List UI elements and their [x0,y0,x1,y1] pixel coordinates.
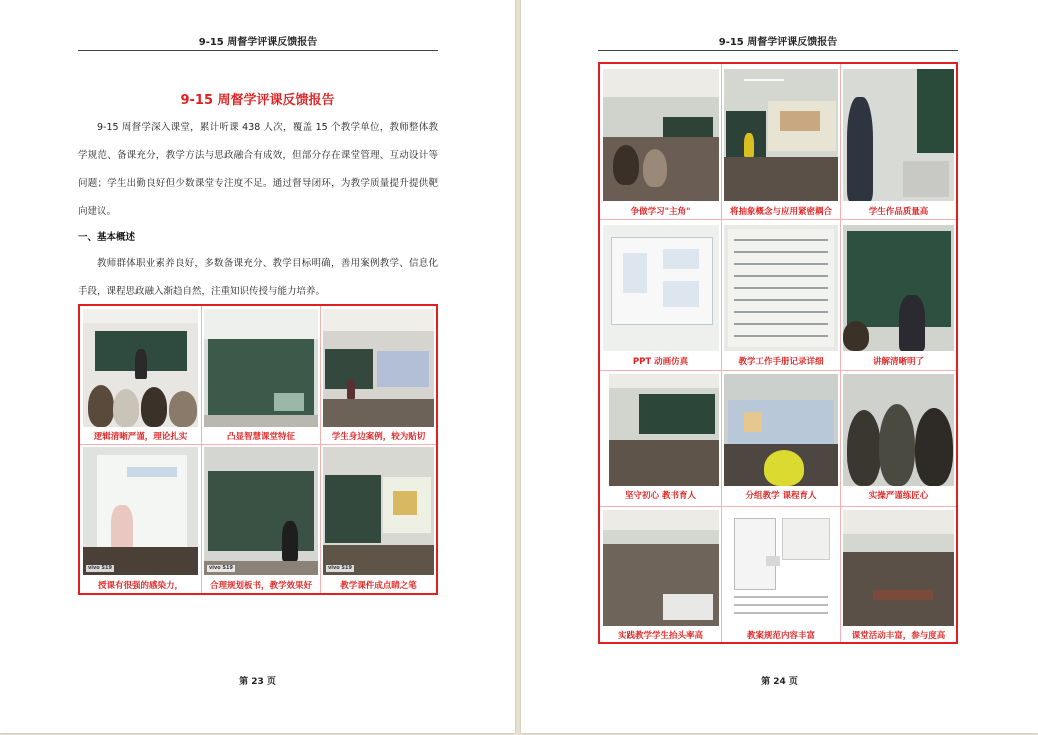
classroom-photo [843,510,954,626]
photo-cell [81,307,200,443]
photo-caption: 课堂活动丰富，参与度高 [851,631,946,641]
photo-cell [841,372,956,505]
page-number: 第 23 页 [239,677,276,687]
photo-cell [601,372,720,505]
classroom-photo [843,225,954,351]
camera-watermark: vivo S19 [88,565,112,571]
photo-caption: 教案规范内容丰富 [746,631,815,641]
photo-caption: 教学课件成点睛之笔 [340,581,417,591]
page-24 [521,0,1038,733]
running-header: 9-15 周督学评课反馈报告 [718,37,838,48]
running-header: 9-15 周督学评课反馈报告 [198,37,318,48]
classroom-photo [843,69,954,201]
header-rule [78,50,438,51]
photo-caption: 实践教学学生抬头率高 [617,631,703,641]
classroom-photo [609,374,719,486]
photo-cell [722,65,840,218]
classroom-photo [83,447,198,575]
classroom-photo [603,510,719,626]
intro-paragraph: 9-15 周督学深入课堂，累计听课 438 人次，覆盖 15 个教学单位，教师整体教学规范、备课充分，教学方法与思政融合有成效，但部分存在课堂管理、互动设计等问题；学生出勤良好但少数课堂专注度不足。通过督导闭环，为教学质量提升提供靶向建议。 [78,122,438,217]
photo-caption: 授课有很强的感染力， [97,581,183,591]
section-heading: 一、基本概述 [78,232,136,243]
photo-cell [841,221,956,369]
classroom-photo [724,374,838,486]
classroom-photo [204,309,318,427]
photo-cell [601,221,720,369]
page-number: 第 24 页 [761,677,798,687]
classroom-photo [323,447,434,575]
photo-caption: 坚守初心 教书育人 [625,491,696,501]
photo-caption: 实操严谨练匠心 [868,491,929,501]
photo-cell [202,307,320,443]
photo-grid-right [598,62,958,644]
photo-cell [81,445,200,592]
photo-cell [321,307,436,443]
photo-cell [202,445,320,592]
page-23 [0,0,515,733]
photo-caption: PPT 动画仿真 [632,357,689,367]
photo-cell [841,65,956,218]
classroom-photo [603,69,719,201]
photo-cell [722,372,840,505]
photo-cell [722,508,840,642]
camera-watermark: vivo S19 [328,565,352,571]
camera-watermark: vivo S19 [209,565,233,571]
classroom-photo [83,309,198,427]
lesson-plan-photo [724,510,838,626]
photo-caption: 学生身边案例，较为贴切 [331,432,426,442]
header-rule [598,50,958,51]
photo-caption: 逻辑清晰严谨，理论扎实 [93,432,188,442]
classroom-photo [724,69,838,201]
photo-caption: 合理规划板书，教学效果好 [209,581,312,591]
photo-caption: 讲解清晰明了 [872,357,924,367]
photo-caption: 凸显智慧课堂特征 [226,432,295,442]
photo-cell [321,445,436,592]
photo-caption: 分组教学 课程育人 [745,491,817,501]
diagram-photo [603,225,719,351]
record-sheet-photo [724,225,838,351]
photo-cell [722,221,840,369]
photo-caption: 学生作品质量高 [868,207,929,217]
photo-cell [601,508,720,642]
classroom-photo [843,374,954,486]
photo-cell [841,508,956,642]
photo-grid-left [78,304,438,595]
photo-caption: 教学工作手册记录详细 [738,357,824,367]
report-title: 9-15 周督学评课反馈报告 [180,93,335,108]
classroom-photo [204,447,318,575]
photo-caption: 争做学习"主角" [630,207,691,217]
photo-caption: 将抽象概念与应用紧密耦合 [729,207,832,217]
photo-cell [601,65,720,218]
section-paragraph: 教师群体职业素养良好，多数备课充分、教学目标明确，善用案例教学、信息化手段，课程思政融入渐趋自然，注重知识传授与能力培养。 [78,258,438,297]
classroom-photo [323,309,434,427]
